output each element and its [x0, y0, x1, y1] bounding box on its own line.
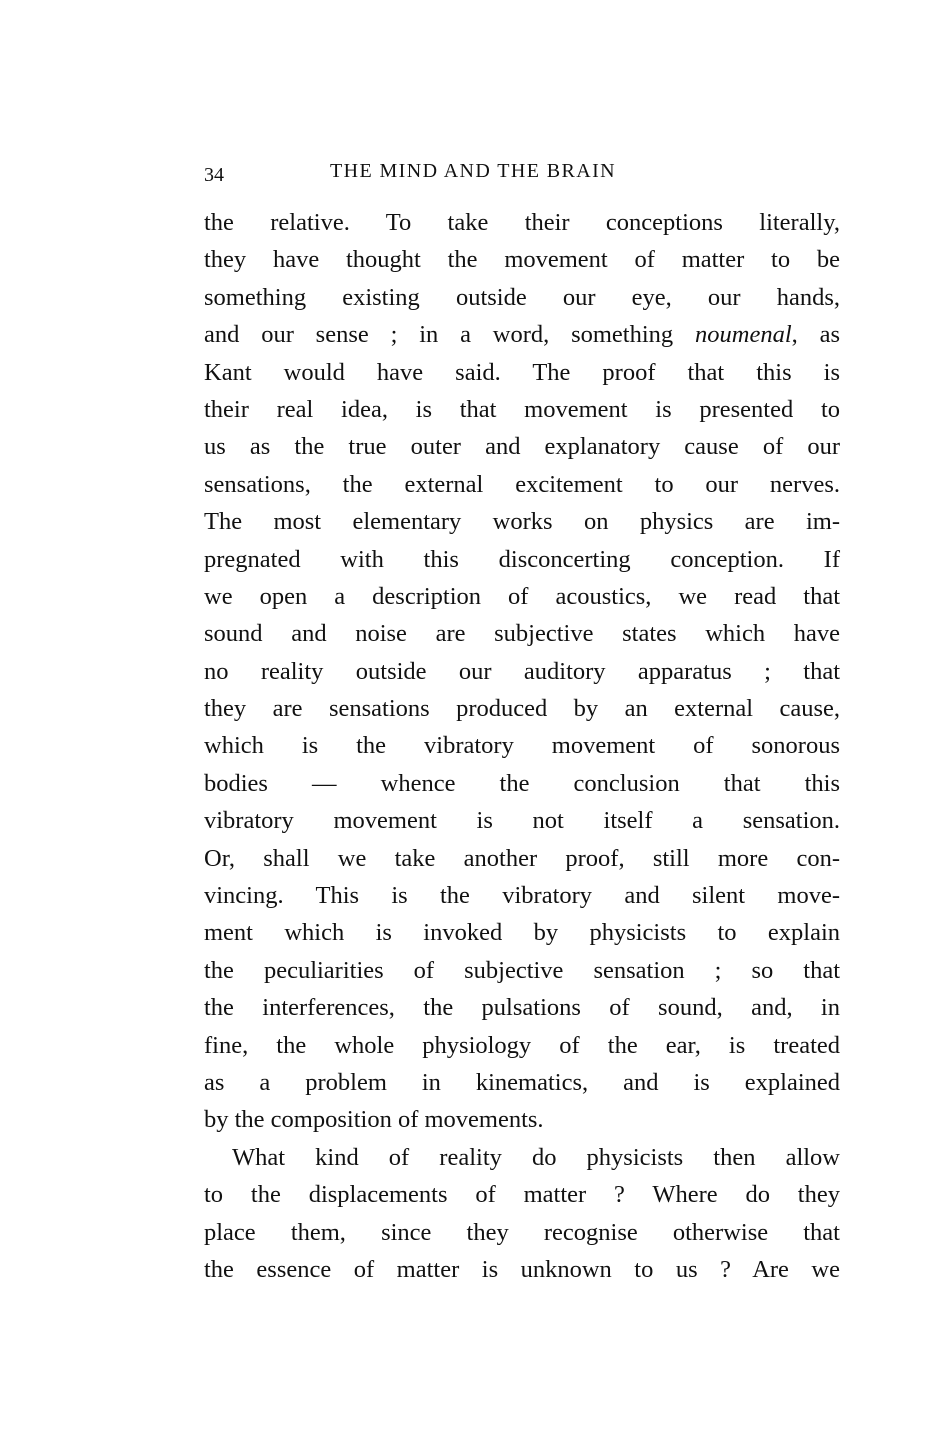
running-title: THE MIND AND THE BRAIN [330, 160, 616, 182]
text-line: ment which is invoked by physicists to explain [204, 919, 840, 947]
text-line: What kind of reality do physicists then allow [232, 1143, 840, 1171]
text-line: to the displacements of matter ? Where do they [204, 1181, 840, 1209]
text-line: the relative. To take their conceptions literally, [204, 209, 840, 236]
running-head [204, 158, 840, 188]
text-line: us as the true outer and explanatory cause of our [204, 433, 840, 461]
text-line: pregnated with this disconcerting conception. If [204, 545, 840, 573]
text-line [204, 316, 840, 353]
text-line: the essence of matter is unknown to us ? Are we [204, 1255, 840, 1283]
text-line: sensations, the external excitement to our nerves. [204, 470, 840, 498]
italic-term: noumenal [695, 321, 792, 349]
text-line: the peculiarities of subjective sensation ; so that [204, 956, 840, 984]
text-line: their real idea, is that movement is presented to [204, 395, 840, 423]
text-line: which is the vibratory movement of sonorous [204, 732, 840, 760]
text-line: as a problem in kinematics, and is explained [204, 1068, 840, 1096]
page-number: 34 [204, 164, 224, 186]
body-text [204, 204, 840, 1288]
paragraph-1 [204, 204, 840, 1139]
text-segment: and our sense ; in a word, something [204, 321, 695, 349]
text-line: something existing outside our eye, our hands, [204, 283, 840, 311]
text-line: Kant would have said. The proof that this is [204, 358, 840, 386]
text-line: place them, since they recognise otherwise that [204, 1218, 840, 1246]
text-line: by the composition of movements. [204, 1106, 544, 1134]
text-line: fine, the whole physiology of the ear, is treated [204, 1031, 840, 1059]
text-line: bodies — whence the conclusion that this [204, 769, 840, 797]
text-line: sound and noise are subjective states which have [204, 620, 840, 648]
text-line: they are sensations produced by an external cause, [204, 695, 840, 723]
text-line: no reality outside our auditory apparatus ; that [204, 657, 840, 685]
text-line: The most elementary works on physics are im- [204, 508, 840, 536]
text-line: the interferences, the pulsations of sound, and, in [204, 994, 840, 1022]
text-line: vincing. This is the vibratory and silent move- [204, 882, 840, 910]
text-line: Or, shall we take another proof, still more con- [204, 844, 840, 872]
paragraph-2 [204, 1139, 840, 1289]
text-segment: , as [791, 321, 840, 349]
text-line: vibratory movement is not itself a sensation. [204, 807, 840, 835]
text-line: they have thought the movement of matter to be [204, 246, 840, 274]
text-line: we open a description of acoustics, we read that [204, 582, 840, 610]
